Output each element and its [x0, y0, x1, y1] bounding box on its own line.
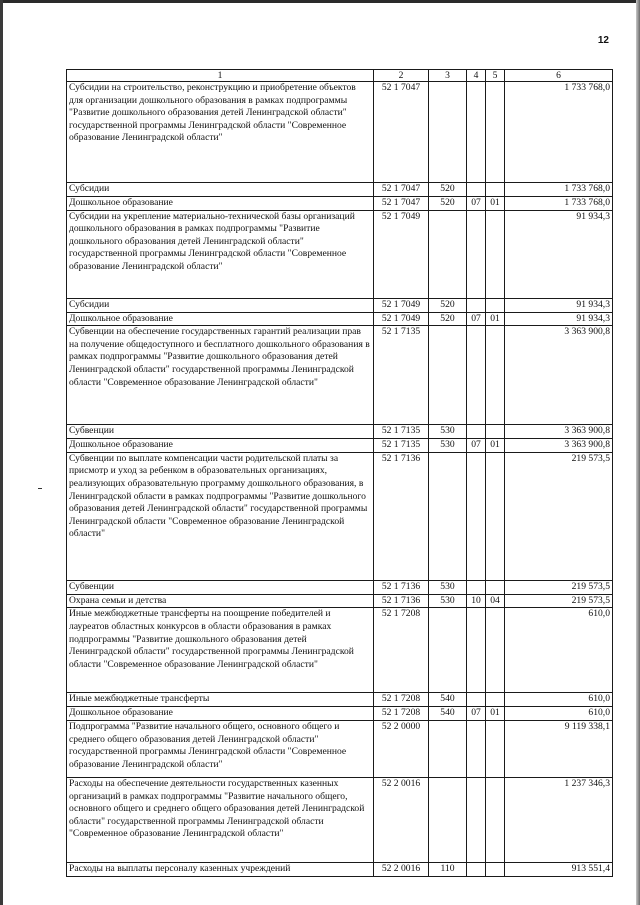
row-name-cell: Субвенции: [67, 425, 374, 439]
row-pr-cell: [486, 720, 505, 777]
row-vr-cell: [429, 608, 467, 693]
row-csr-cell: 52 2 0000: [374, 720, 429, 777]
row-pr-cell: [486, 210, 505, 298]
row-name-cell: Дошкольное образование: [67, 439, 374, 453]
row-sum-cell: 3 363 900,8: [505, 439, 613, 453]
row-name-cell: Субсидии на укрепление материально-технической базы организаций дошкольного образования в рамках подпрограммы "Развитие дошкольного образования детей Ленинградской области" государственной программы Ленинградской области "Современное образование Ленинградской области": [67, 210, 374, 298]
row-vr-cell: [429, 452, 467, 580]
header-cell-name: 1: [67, 70, 374, 82]
row-name-cell: Субвенции по выплате компенсации части родительской платы за присмотр и уход за ребенком в образовательных организациях, реализующих образовательную программу дошкольного образования, в Ленинградской области в рамках подпрограммы "Развитие дошкольного образования детей Ленинградской области" государственной программы Ленинградской области "Современное образование Ленинградской области": [67, 452, 374, 580]
header-cell-pr: 5: [486, 70, 505, 82]
row-csr-cell: 52 1 7135: [374, 425, 429, 439]
row-vr-cell: 530: [429, 594, 467, 608]
row-vr-cell: 540: [429, 693, 467, 707]
row-csr-cell: 52 2 0016: [374, 862, 429, 876]
row-sum-cell: 219 573,5: [505, 452, 613, 580]
row-vr-cell: [429, 720, 467, 777]
row-sum-cell: 219 573,5: [505, 594, 613, 608]
row-vr-cell: 530: [429, 439, 467, 453]
row-csr-cell: 52 2 0016: [374, 777, 429, 862]
header-cell-sum: 6: [505, 70, 613, 82]
row-csr-cell: 52 1 7208: [374, 707, 429, 721]
row-pr-cell: [486, 693, 505, 707]
row-name-cell: Охрана семьи и детства: [67, 594, 374, 608]
row-pr-cell: 01: [486, 439, 505, 453]
row-sum-cell: 610,0: [505, 608, 613, 693]
row-sum-cell: 91 934,3: [505, 210, 613, 298]
row-name-cell: Субвенции: [67, 580, 374, 594]
row-name-cell: Подпрограмма "Развитие начального общего, основного общего и среднего общего образования детей Ленинградской области" государственной программы Ленинградской области "Современное образование Ленинградской области": [67, 720, 374, 777]
row-sum-cell: 1 733 768,0: [505, 183, 613, 197]
row-sum-cell: 610,0: [505, 707, 613, 721]
row-name-cell: Дошкольное образование: [67, 312, 374, 326]
row-pr-cell: [486, 326, 505, 425]
row-name-cell: Расходы на обеспечение деятельности государственных казенных организаций в рамках подпрограммы "Развитие начального общего, основного общего и среднего общего образования детей Ленинградской области" государственной программы Ленинградской области "Современное образование Ленинградской области": [67, 777, 374, 862]
row-rz-cell: [467, 452, 486, 580]
row-rz-cell: [467, 298, 486, 312]
table-row: [67, 862, 613, 876]
table-row: [67, 720, 613, 777]
row-rz-cell: [467, 862, 486, 876]
row-csr-cell: 52 1 7049: [374, 210, 429, 298]
row-sum-cell: 1 733 768,0: [505, 197, 613, 211]
row-rz-cell: [467, 720, 486, 777]
table-row: [67, 210, 613, 298]
row-csr-cell: 52 1 7136: [374, 594, 429, 608]
row-sum-cell: 219 573,5: [505, 580, 613, 594]
row-name-cell: Субсидии: [67, 183, 374, 197]
row-vr-cell: 530: [429, 580, 467, 594]
row-rz-cell: 07: [467, 707, 486, 721]
row-vr-cell: 530: [429, 425, 467, 439]
row-vr-cell: [429, 326, 467, 425]
row-name-cell: Субсидии: [67, 298, 374, 312]
table-row: [67, 707, 613, 721]
table-row: [67, 183, 613, 197]
row-csr-cell: 52 1 7049: [374, 298, 429, 312]
row-vr-cell: 520: [429, 197, 467, 211]
table-row: [67, 312, 613, 326]
table-row: [67, 580, 613, 594]
row-csr-cell: 52 1 7047: [374, 197, 429, 211]
row-rz-cell: 07: [467, 197, 486, 211]
row-pr-cell: [486, 580, 505, 594]
row-sum-cell: 3 363 900,8: [505, 326, 613, 425]
row-vr-cell: [429, 777, 467, 862]
row-rz-cell: 07: [467, 312, 486, 326]
row-csr-cell: 52 1 7208: [374, 608, 429, 693]
table-row: [67, 594, 613, 608]
row-csr-cell: 52 1 7049: [374, 312, 429, 326]
row-csr-cell: 52 1 7047: [374, 82, 429, 183]
row-name-cell: Субвенции на обеспечение государственных гарантий реализации прав на получение общедоступного и бесплатного дошкольного образования в рамках подпрограммы "Развитие дошкольного образования детей Ленинградской области" государственной программы Ленинградской области "Современное образование Ленинградской области": [67, 326, 374, 425]
row-vr-cell: [429, 210, 467, 298]
table-row: [67, 425, 613, 439]
budget-table: [66, 69, 613, 877]
table-row: [67, 82, 613, 183]
row-pr-cell: 04: [486, 594, 505, 608]
table-row: [67, 298, 613, 312]
row-csr-cell: 52 1 7047: [374, 183, 429, 197]
row-rz-cell: [467, 693, 486, 707]
row-sum-cell: 91 934,3: [505, 312, 613, 326]
scan-speck: [38, 488, 42, 489]
row-name-cell: Дошкольное образование: [67, 707, 374, 721]
row-rz-cell: [467, 82, 486, 183]
row-name-cell: Иные межбюджетные трансферты: [67, 693, 374, 707]
row-vr-cell: 520: [429, 298, 467, 312]
table-row: [67, 452, 613, 580]
row-rz-cell: [467, 608, 486, 693]
row-vr-cell: [429, 82, 467, 183]
row-sum-cell: 91 934,3: [505, 298, 613, 312]
header-cell-csr: 2: [374, 70, 429, 82]
row-rz-cell: [467, 183, 486, 197]
row-sum-cell: 1 237 346,3: [505, 777, 613, 862]
row-vr-cell: 110: [429, 862, 467, 876]
row-csr-cell: 52 1 7135: [374, 439, 429, 453]
row-pr-cell: 01: [486, 312, 505, 326]
row-vr-cell: 520: [429, 312, 467, 326]
table-row: [67, 197, 613, 211]
row-pr-cell: [486, 425, 505, 439]
row-name-cell: Субсидии на строительство, реконструкцию и приобретение объектов для организации дошкольного образования в рамках подпрограммы "Развитие дошкольного образования детей Ленинградской области" государственной программы Ленинградской области "Современное образование Ленинградской области": [67, 82, 374, 183]
row-sum-cell: 913 551,4: [505, 862, 613, 876]
table-row: [67, 439, 613, 453]
table-row: [67, 326, 613, 425]
row-sum-cell: 9 119 338,1: [505, 720, 613, 777]
row-vr-cell: 520: [429, 183, 467, 197]
row-pr-cell: 01: [486, 197, 505, 211]
row-name-cell: Иные межбюджетные трансферты на поощрение победителей и лауреатов областных конкурсов в области образования в рамках подпрограммы "Развитие дошкольного образования детей Ленинградской области" государственной программы Ленинградской области "Современное образование Ленинградской области": [67, 608, 374, 693]
row-sum-cell: 1 733 768,0: [505, 82, 613, 183]
row-pr-cell: [486, 82, 505, 183]
row-csr-cell: 52 1 7208: [374, 693, 429, 707]
row-name-cell: Расходы на выплаты персоналу казенных учреждений: [67, 862, 374, 876]
header-cell-rz: 4: [467, 70, 486, 82]
row-vr-cell: 540: [429, 707, 467, 721]
row-sum-cell: 610,0: [505, 693, 613, 707]
row-pr-cell: [486, 777, 505, 862]
row-pr-cell: [486, 452, 505, 580]
row-name-cell: Дошкольное образование: [67, 197, 374, 211]
table-row: [67, 693, 613, 707]
row-csr-cell: 52 1 7136: [374, 452, 429, 580]
page-number: 12: [597, 35, 609, 46]
row-pr-cell: [486, 862, 505, 876]
row-pr-cell: [486, 183, 505, 197]
table-row: [67, 777, 613, 862]
table-row: [67, 608, 613, 693]
row-rz-cell: [467, 425, 486, 439]
row-rz-cell: 10: [467, 594, 486, 608]
row-sum-cell: 3 363 900,8: [505, 425, 613, 439]
scan-border-left: [0, 0, 3, 905]
row-pr-cell: [486, 298, 505, 312]
scan-border-top: [0, 0, 640, 3]
row-pr-cell: 01: [486, 707, 505, 721]
row-csr-cell: 52 1 7135: [374, 326, 429, 425]
row-rz-cell: 07: [467, 439, 486, 453]
row-csr-cell: 52 1 7136: [374, 580, 429, 594]
header-cell-vr: 3: [429, 70, 467, 82]
row-rz-cell: [467, 580, 486, 594]
row-pr-cell: [486, 608, 505, 693]
row-rz-cell: [467, 777, 486, 862]
table-header-row: [67, 70, 613, 82]
row-rz-cell: [467, 326, 486, 425]
row-rz-cell: [467, 210, 486, 298]
scan-border-right: [636, 0, 640, 905]
